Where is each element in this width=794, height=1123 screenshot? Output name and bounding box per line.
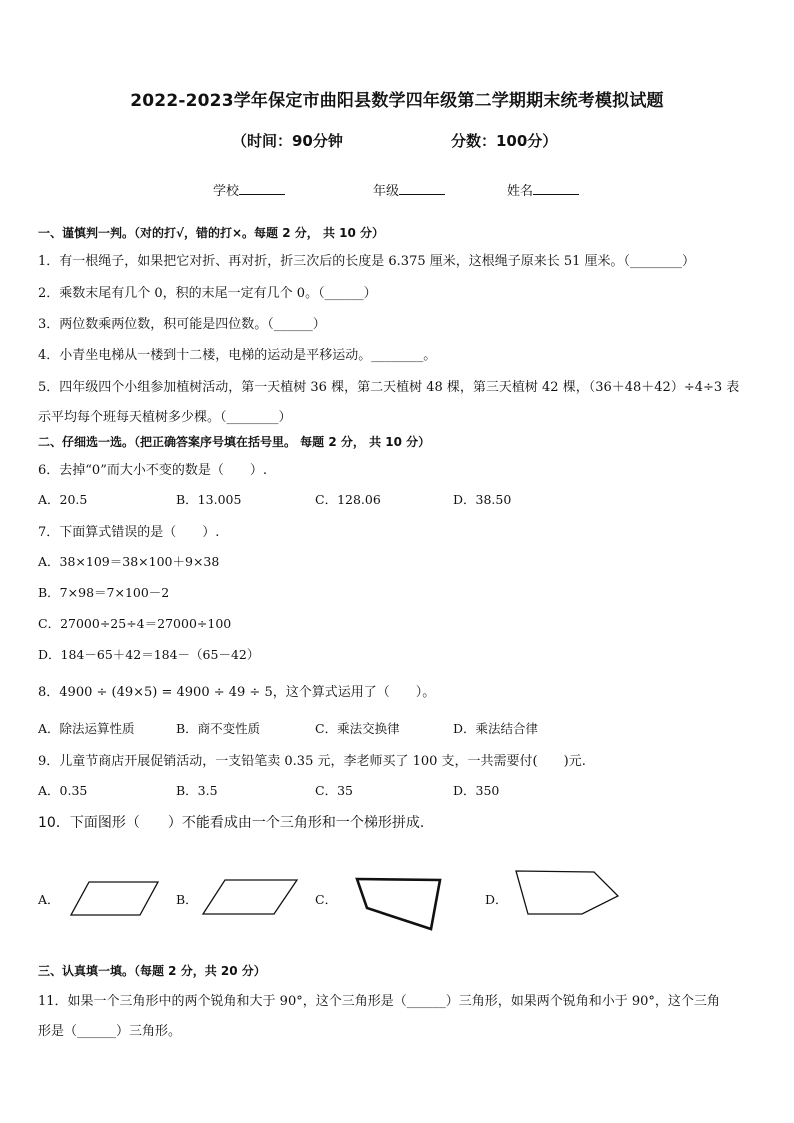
q9-option-d: D．350	[453, 783, 500, 798]
name-blank	[533, 182, 579, 195]
question-6: 6．去掉“0”而大小不变的数是（ ）.	[38, 463, 267, 478]
q10-option-a: A．	[38, 892, 60, 907]
question-11-line2: 形是（______）三角形。	[38, 1024, 182, 1039]
question-10: 10．下面图形（ ）不能看成由一个三角形和一个梯形拼成.	[38, 815, 425, 831]
q6-option-d: D．38.50	[453, 492, 512, 507]
section3-heading: 三、认真填一填。（每题 2 分，共 20 分）	[38, 964, 266, 978]
q8-option-c: C．乘法交换律	[315, 721, 400, 736]
name-field	[507, 180, 579, 199]
q10-shape-c-quadrilateral	[355, 875, 445, 933]
q7-option-d: D．184－65＋42＝184－（65－42）	[38, 647, 260, 662]
q7-option-a: A．38×109＝38×100＋9×38	[38, 554, 220, 569]
q7-option-c: C．27000÷25÷4＝27000÷100	[38, 616, 232, 631]
grade-field	[373, 180, 445, 199]
question-8: 8．4900 ÷ (49×5) = 4900 ÷ 49 ÷ 5，这个算式运用了（ ）。	[38, 685, 436, 700]
grade-blank	[399, 182, 445, 195]
question-4: 4．小青坐电梯从一楼到十二楼，电梯的运动是平移运动。________。	[38, 348, 437, 363]
q10-shape-b-parallelogram	[202, 878, 300, 918]
question-2: 2．乘数末尾有几个 0，积的末尾一定有几个 0。（______）	[38, 286, 377, 301]
school-blank	[239, 182, 285, 195]
question-5-line1: 5．四年级四个小组参加植树活动，第一天植树 36 棵，第二天植树 48 棵，第三天植树 42 棵，（36＋48＋42）÷4÷3 表	[38, 380, 740, 395]
exam-time: （时间：90分钟	[232, 132, 343, 150]
q10-shape-d-pentagon	[514, 868, 622, 918]
q6-option-b: B．13.005	[176, 492, 242, 507]
exam-title: 2022-2023学年保定市曲阳县数学四年级第二学期期末统考模拟试题	[130, 91, 664, 111]
q10-option-c: C．	[315, 892, 338, 907]
name-label: 姓名	[507, 184, 534, 199]
q10-shape-a-parallelogram	[70, 880, 160, 920]
question-3: 3．两位数乘两位数，积可能是四位数。（______）	[38, 317, 326, 332]
q10-option-b: B．	[176, 892, 198, 907]
q9-option-b: B．3.5	[176, 783, 218, 798]
q6-option-c: C．128.06	[315, 492, 381, 507]
q8-option-a: A．除法运算性质	[38, 721, 135, 736]
q9-option-a: A．0.35	[38, 783, 88, 798]
q6-option-a: A．20.5	[38, 492, 88, 507]
exam-score: 分数：100分）	[451, 132, 558, 150]
school-label: 学校	[213, 184, 240, 199]
q8-option-d: D．乘法结合律	[453, 721, 539, 736]
q10-option-d: D．	[485, 892, 508, 907]
section1-heading: 一、谨慎判一判。（对的打√，错的打×。每题 2 分， 共 10 分）	[38, 226, 384, 240]
question-9: 9．儿童节商店开展促销活动，一支铅笔卖 0.35 元，李老师买了 100 支，一共需要付( )元.	[38, 754, 586, 769]
question-7: 7．下面算式错误的是（ ）.	[38, 525, 220, 540]
q7-option-b: B．7×98＝7×100－2	[38, 585, 170, 600]
question-5-line2: 示平均每个班每天植树多少棵。（________）	[38, 410, 292, 425]
question-11-line1: 11．如果一个三角形中的两个锐角和大于 90°，这个三角形是（______）三角形，如果两个锐角和小于 90°，这个三角	[38, 994, 720, 1009]
q8-option-b: B．商不变性质	[176, 721, 261, 736]
q9-option-c: C．35	[315, 783, 353, 798]
school-field	[213, 180, 285, 199]
grade-label: 年级	[373, 184, 400, 199]
question-1: 1．有一根绳子，如果把它对折、再对折，折三次后的长度是 6.375 厘米，这根绳子原来长 51 厘米。（________）	[38, 254, 696, 269]
section2-heading: 二、仔细选一选。（把正确答案序号填在括号里。 每题 2 分， 共 10 分）	[38, 435, 431, 449]
